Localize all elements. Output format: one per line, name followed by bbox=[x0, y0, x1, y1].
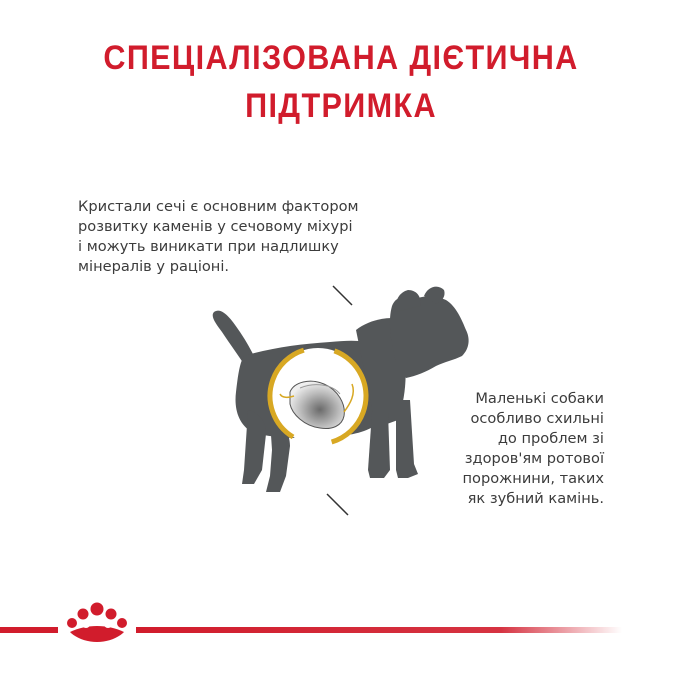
callout-left-line: мінералів у раціоні. bbox=[78, 258, 230, 275]
royal-crown-icon bbox=[67, 603, 127, 643]
callout-right-line: Маленькі собаки bbox=[475, 390, 604, 407]
callout-right-line: порожнини, таких bbox=[462, 470, 604, 487]
callout-right-line: особливо схильні bbox=[470, 410, 604, 427]
title-line-1: СПЕЦІАЛІЗОВАНА ДІЄТИЧНА bbox=[103, 39, 579, 77]
callout-right-line: здоров'ям ротової bbox=[464, 450, 604, 467]
title-line-2: ПІДТРИМКА bbox=[245, 87, 437, 125]
callout-right-connector bbox=[327, 494, 604, 515]
callout-right-line: як зубний камінь. bbox=[467, 490, 604, 507]
callout-left-line: і можуть виникати при надлишку bbox=[78, 238, 339, 255]
callout-right-line: до проблем зі bbox=[497, 430, 604, 447]
callout-left-connector bbox=[78, 286, 352, 305]
callout-left-line: Кристали сечі є основним фактором bbox=[78, 198, 359, 215]
callout-left-line: розвитку каменів у сечовому міхурі bbox=[78, 218, 353, 235]
